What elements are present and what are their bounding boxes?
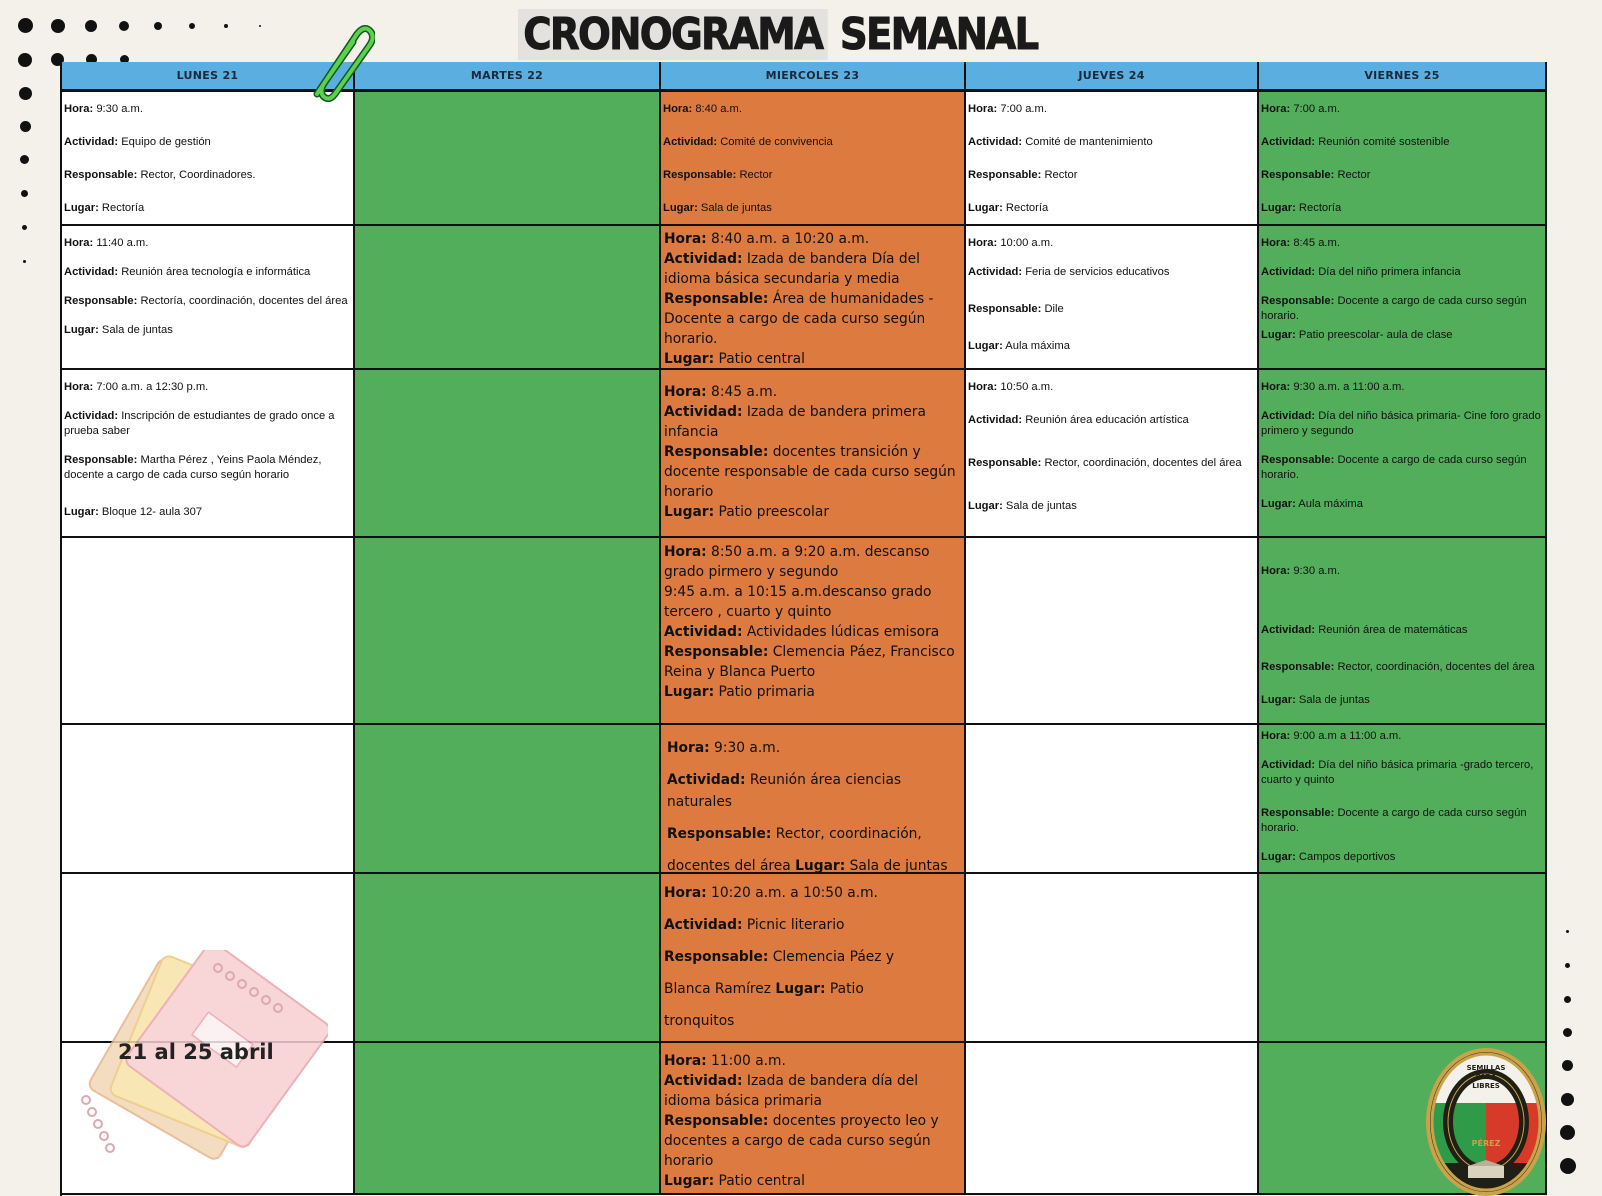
title-word-1: CRONOGRAMA xyxy=(518,9,827,60)
event-cell-jueves-3: Hora: 10:50 a.m. Actividad: Reunión área educación artística Responsable: Rector, coordinación, docentes del área Lugar: Sala de juntas xyxy=(966,370,1259,538)
event-cell-viernes-2: Hora: 8:45 a.m. Actividad: Día del niño primera infancia Responsable: Docente a cargo de cada curso según horario. Lugar: Patio preescolar- aula de clase xyxy=(1259,226,1547,370)
page-title xyxy=(518,8,1037,60)
event-cell-viernes-1: Hora: 7:00 a.m. Actividad: Reunión comité sostenible Responsable: Rector Lugar: Rectoría xyxy=(1259,92,1547,226)
empty-cell-martes-4 xyxy=(355,538,661,725)
empty-cell-lunes-4 xyxy=(62,538,355,725)
event-cell-miercoles-1: Hora: 8:40 a.m. Actividad: Comité de convivencia Responsable: Rector Lugar: Sala de juntas xyxy=(661,92,966,226)
event-cell-viernes-5: Hora: 9:00 a.m a 11:00 a.m. Actividad: Día del niño básica primaria -grado tercero, cuarto y quinto Responsable: Docente a cargo de cada curso según horario. Lugar: Campos deportivos xyxy=(1259,725,1547,874)
event-cell-lunes-2: Hora: 11:40 a.m. Actividad: Reunión área tecnología e informática Responsable: Rectoría, coordinación, docentes del área Lugar: Sala de juntas xyxy=(62,226,355,370)
event-cell-lunes-1: Hora: 9:30 a.m. Actividad: Equipo de gestión Responsable: Rector, Coordinadores. Lugar: Rectoría xyxy=(62,92,355,226)
school-logo xyxy=(1424,1048,1548,1196)
event-cell-miercoles-5: Hora: 9:30 a.m. Actividad: Reunión área ciencias naturales Responsable: Rector, coordinación, docentes del área Lugar: Sala de juntas xyxy=(661,725,966,874)
event-cell-miercoles-6: Hora: 10:20 a.m. a 10:50 a.m. Actividad: Picnic literario Responsable: Clemencia Páez y Blanca Ramírez Lugar: Patio tronquitos xyxy=(661,874,966,1043)
empty-cell-jueves-6 xyxy=(966,874,1259,1043)
empty-cell-martes-1 xyxy=(355,92,661,226)
empty-cell-martes-6 xyxy=(355,874,661,1043)
event-cell-jueves-1: Hora: 7:00 a.m. Actividad: Comité de mantenimiento Responsable: Rector Lugar: Rectoría xyxy=(966,92,1259,226)
empty-cell-viernes-6 xyxy=(1259,874,1547,1043)
empty-cell-lunes-5 xyxy=(62,725,355,874)
day-header-martes: MARTES 22 xyxy=(355,62,661,92)
event-cell-miercoles-3: Hora: 8:45 a.m. Actividad: Izada de bandera primera infancia Responsable: docentes transición y docente responsable de cada curso según horario Lugar: Patio preescolar xyxy=(661,370,966,538)
title-word-2: SEMANAL xyxy=(839,8,1038,60)
event-cell-jueves-2: Hora: 10:00 a.m. Actividad: Feria de servicios educativos Responsable: Dile Lugar: Aula máxima xyxy=(966,226,1259,370)
event-cell-miercoles-2: Hora: 8:40 a.m. a 10:20 a.m. Actividad: Izada de bandera Día del idioma básica secundaria y media Responsable: Área de humanidades - Docente a cargo de cada curso según horario. Lugar: Patio central xyxy=(661,226,966,370)
logo-text-1: SEMILLAS xyxy=(1466,1064,1506,1072)
event-cell-viernes-4: Hora: 9:30 a.m. Actividad: Reunión área de matemáticas Responsable: Rector, coordinación, docentes del área Lugar: Sala de juntas xyxy=(1259,538,1547,725)
paperclip-icon xyxy=(305,22,375,102)
empty-cell-martes-3 xyxy=(355,370,661,538)
day-header-jueves: JUEVES 24 xyxy=(966,62,1259,92)
empty-cell-martes-5 xyxy=(355,725,661,874)
date-range: 21 al 25 abril xyxy=(118,1040,274,1064)
empty-cell-jueves-4 xyxy=(966,538,1259,725)
empty-cell-martes-7 xyxy=(355,1043,661,1195)
empty-cell-jueves-7 xyxy=(966,1043,1259,1195)
day-header-viernes: VIERNES 25 xyxy=(1259,62,1547,92)
logo-text-4: PÉREZ xyxy=(1471,1139,1501,1148)
day-header-lunes: LUNES 21 xyxy=(62,62,355,92)
logo-text-3: LIBRES xyxy=(1472,1082,1500,1090)
event-cell-viernes-3: Hora: 9:30 a.m. a 11:00 a.m. Actividad: Día del niño básica primaria- Cine foro grado primero y segundo Responsable: Docente a cargo de cada curso según horario. Lugar: Aula máxima xyxy=(1259,370,1547,538)
event-cell-miercoles-7: Hora: 11:00 a.m. Actividad: Izada de bandera día del idioma básica primaria Responsable: docentes proyecto leo y docentes a cargo de cada curso según horario Lugar: Patio central xyxy=(661,1043,966,1195)
empty-cell-jueves-5 xyxy=(966,725,1259,874)
event-cell-lunes-3: Hora: 7:00 a.m. a 12:30 p.m. Actividad: Inscripción de estudiantes de grado once a prueba saber Responsable: Martha Pérez , Yeins Paola Méndez, docente a cargo de cada curso según horario Lugar: Bloque 12- aula 307 xyxy=(62,370,355,538)
empty-cell-martes-2 xyxy=(355,226,661,370)
event-cell-miercoles-4: Hora: 8:50 a.m. a 9:20 a.m. descanso grado pirmero y segundo 9:45 a.m. a 10:15 a.m.descanso grado tercero , cuarto y quinto Actividad: Actividades lúdicas emisora Responsable: Clemencia Páez, Francisco Reina y Blanca Puerto Lugar: Patio primaria xyxy=(661,538,966,725)
logo-text-2: PARA xyxy=(1475,1073,1497,1081)
day-header-miercoles: MIERCOLES 23 xyxy=(661,62,966,92)
